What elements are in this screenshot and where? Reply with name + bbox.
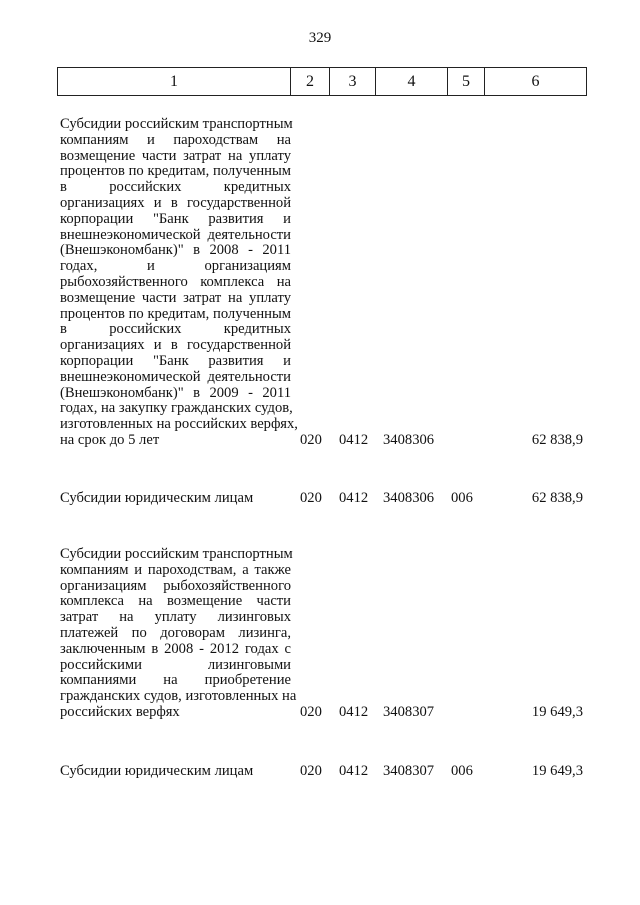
description-line: в российских кредитных [60, 179, 291, 196]
page-number: 329 [308, 30, 332, 46]
row-description [60, 764, 291, 780]
row-col6: 19 649,3 [531, 763, 583, 779]
description-line: Субсидии российским транспортным [60, 546, 293, 562]
column-header-row [58, 68, 587, 96]
description-line: в российских кредитных [60, 321, 291, 338]
row-col2: 020 [300, 490, 322, 506]
description-line: годах, на закупку гражданских судов, [60, 400, 293, 417]
row-description [60, 116, 298, 449]
description-line: российских верфях [60, 703, 180, 720]
row-col2: 020 [300, 763, 322, 779]
description-line: (Внешэкономбанк)" в 2009 - 2011 [60, 384, 291, 401]
description-line: годах, и организациям [60, 258, 291, 275]
description-line: затрат на уплату лизинговых [60, 609, 291, 626]
row-col5: 006 [451, 763, 473, 779]
row-description [60, 546, 297, 721]
description-line: гражданских судов, изготовленных на [60, 688, 297, 705]
description-line: Субсидии юридическим лицам [60, 763, 254, 779]
row-col6: 19 649,3 [531, 704, 583, 720]
column-header-table [57, 67, 587, 96]
column-header-2: 2 [291, 68, 330, 96]
description-line: процентов по кредитам, полученным [60, 305, 291, 322]
description-line: компаниям и пароходствам на [60, 131, 291, 148]
row-col4: 3408307 [383, 763, 435, 779]
row-description [60, 491, 291, 507]
column-header-3: 3 [330, 68, 376, 96]
description-line: Субсидии юридическим лицам [60, 490, 254, 506]
description-line: изготовленных на российских верфях, [60, 416, 298, 433]
row-col6: 62 838,9 [531, 432, 583, 448]
row-col3: 0412 [339, 704, 369, 720]
description-line: внешнеэкономической деятельности [60, 368, 291, 385]
description-line: компаниями на приобретение [60, 672, 291, 689]
description-line: организациям рыбохозяйственного [60, 577, 291, 594]
row-col4: 3408306 [383, 432, 435, 448]
description-line: организациях и в государственной [60, 194, 291, 211]
description-line: внешнеэкономической деятельности [60, 226, 291, 243]
column-header-4: 4 [376, 68, 448, 96]
description-line: рыбохозяйственного комплекса на [60, 273, 291, 290]
column-header-1: 1 [58, 68, 291, 96]
description-line: корпорации "Банк развития и [60, 210, 291, 227]
description-line: заключенным в 2008 - 2012 годах с [60, 640, 291, 657]
row-col6: 62 838,9 [531, 490, 583, 506]
column-header-5: 5 [448, 68, 485, 96]
row-col3: 0412 [339, 432, 369, 448]
description-line: комплекса на возмещение части [60, 593, 291, 610]
row-col3: 0412 [339, 490, 369, 506]
description-line: возмещение части затрат на уплату [60, 147, 291, 164]
description-line: Субсидии российским транспортным [60, 116, 293, 132]
description-line: компаниям и пароходствам, а также [60, 561, 291, 578]
row-col2: 020 [300, 704, 322, 720]
column-header-6: 6 [485, 68, 587, 96]
description-line: (Внешэкономбанк)" в 2008 - 2011 [60, 242, 291, 259]
description-line: возмещение части затрат на уплату [60, 289, 291, 306]
description-line: процентов по кредитам, полученным [60, 163, 291, 180]
description-line: российскими лизинговыми [60, 656, 291, 673]
row-col4: 3408306 [383, 490, 435, 506]
description-line: корпорации "Банк развития и [60, 352, 291, 369]
row-col4: 3408307 [383, 704, 435, 720]
row-col3: 0412 [339, 763, 369, 779]
description-line: платежей по договорам лизинга, [60, 624, 291, 641]
description-line: организациях и в государственной [60, 337, 291, 354]
description-line: на срок до 5 лет [60, 431, 160, 448]
row-col5: 006 [451, 490, 473, 506]
row-col2: 020 [300, 432, 322, 448]
